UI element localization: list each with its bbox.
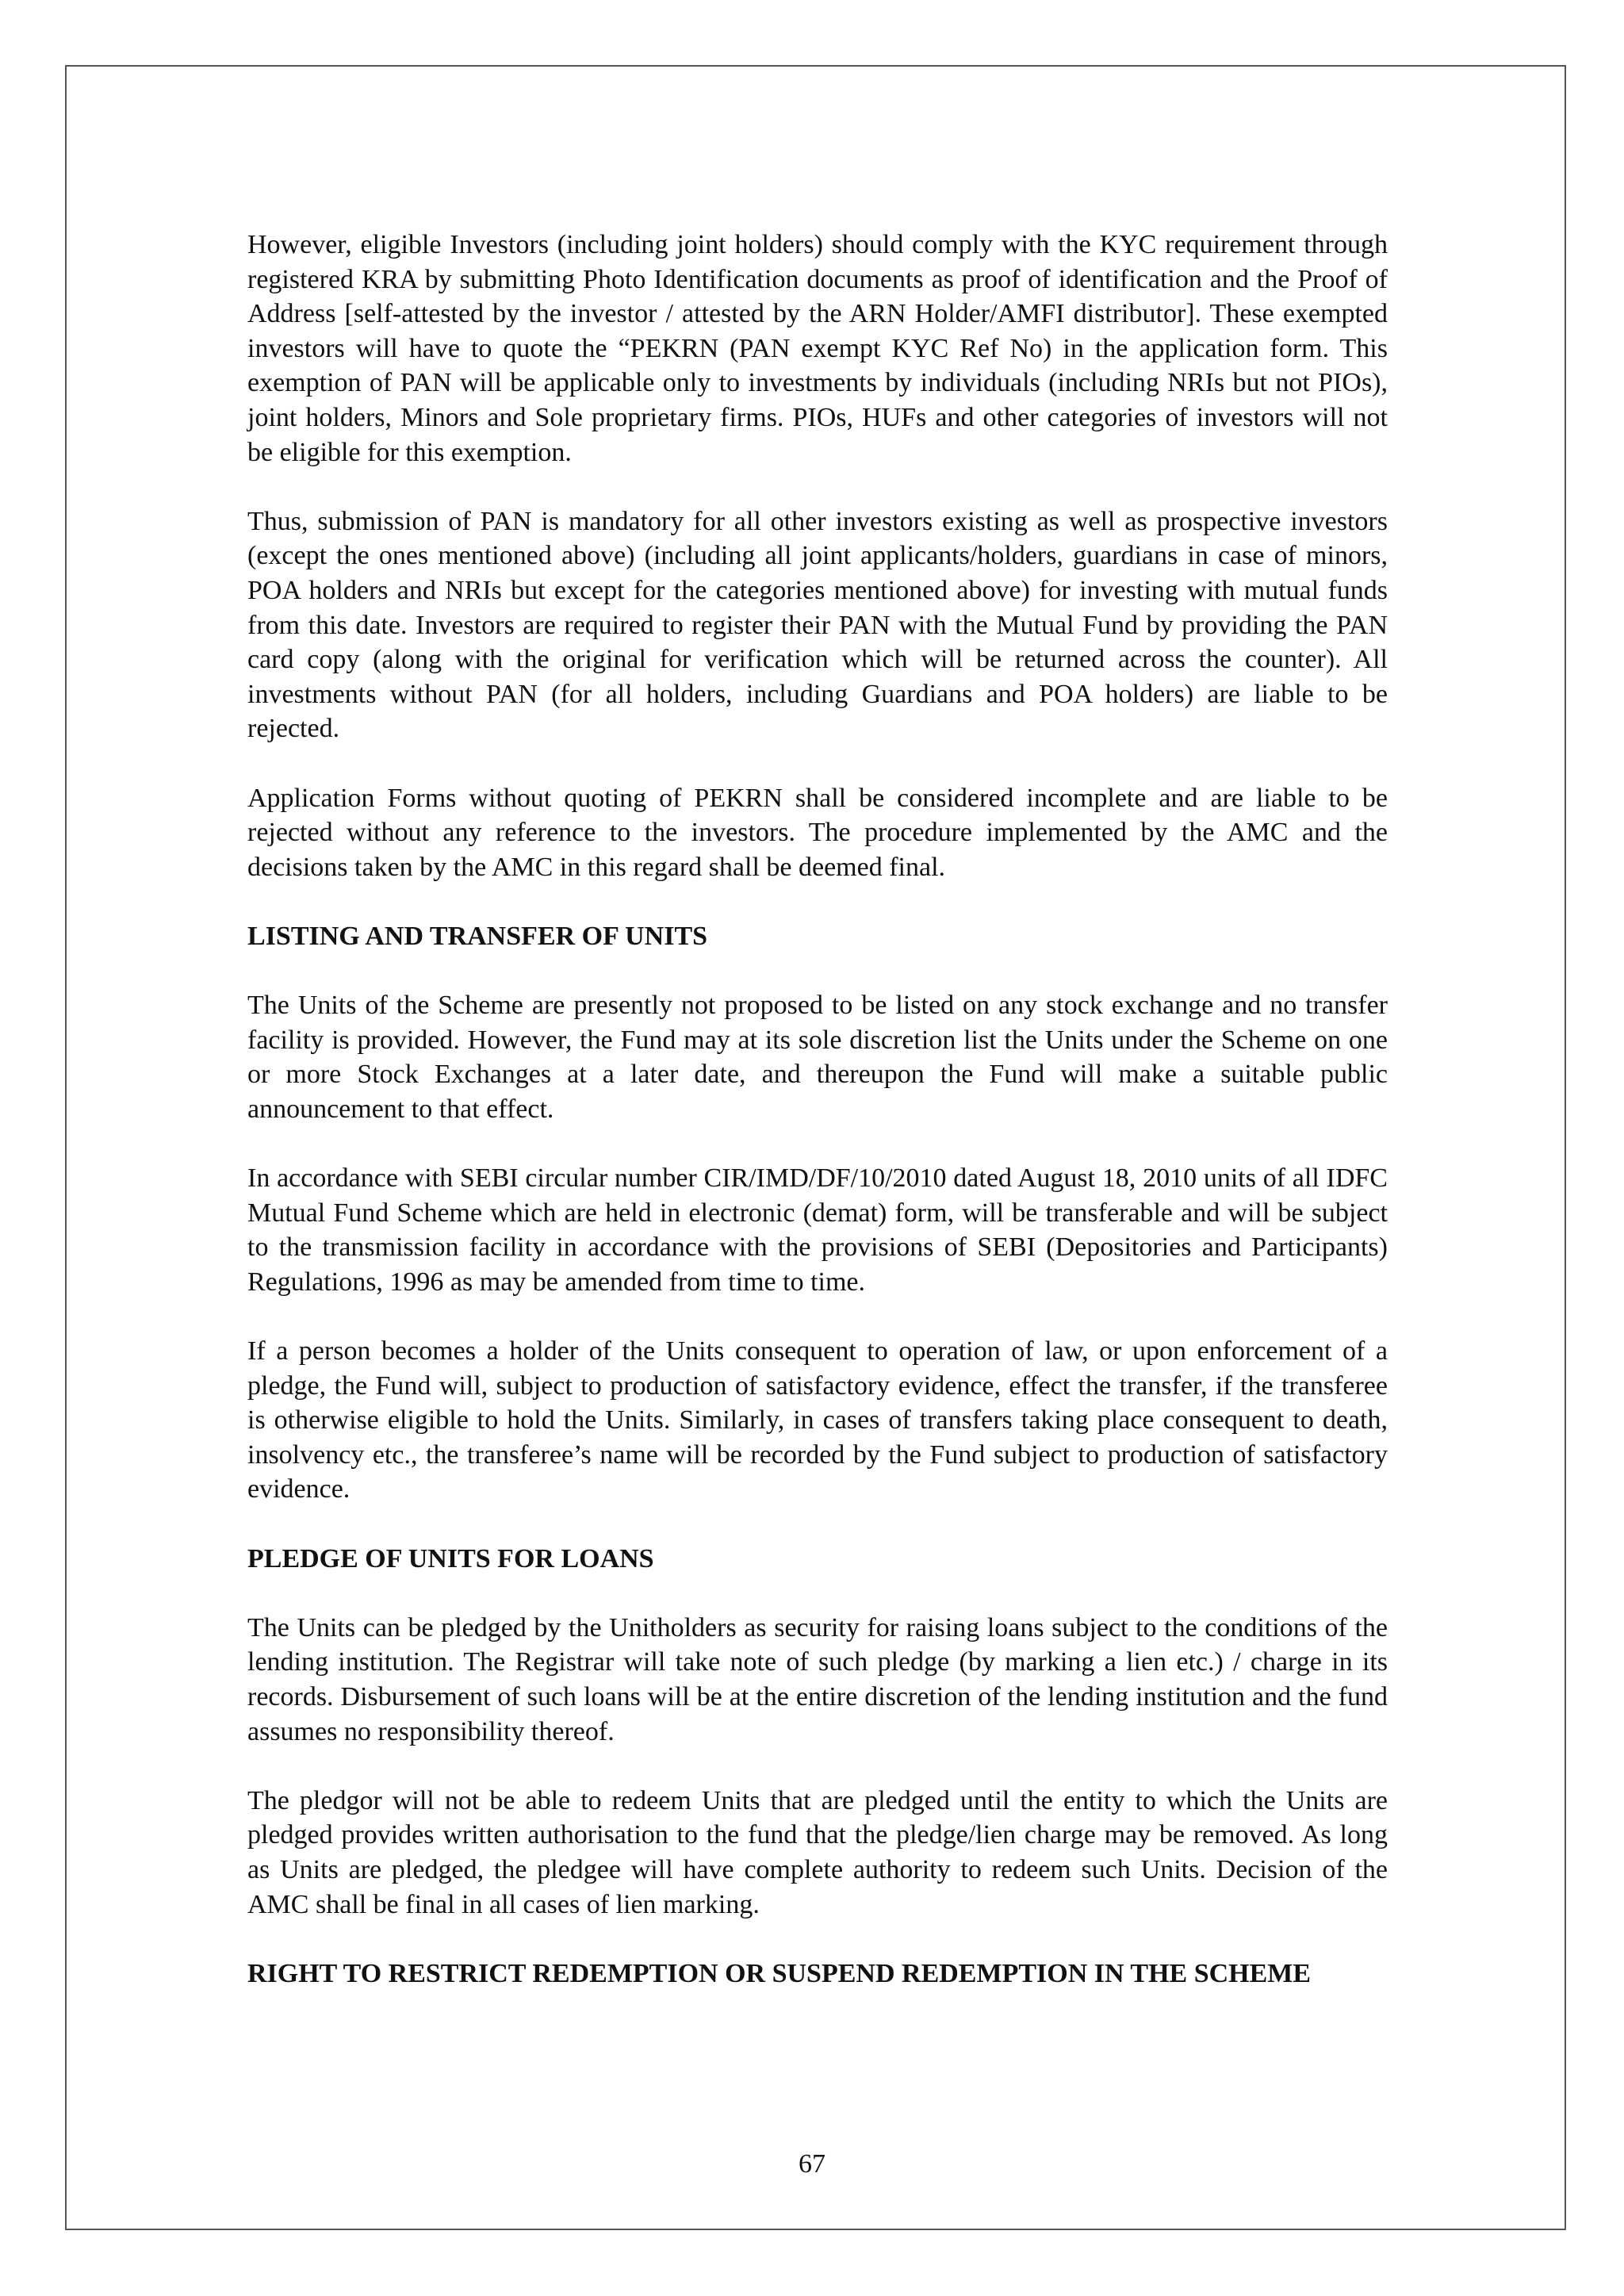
heading-listing-transfer: LISTING AND TRANSFER OF UNITS <box>247 921 708 951</box>
paragraph-listing: The Units of the Scheme are presently not proposed to be listed on any stock exchange and no transfer facility is provided. However, the Fund may at its sole discretion list the Units under the Scheme on one or more Stock Exchanges at a later date, and thereupon the Fund will make a suitable public announcement to that effect. <box>247 991 1388 1124</box>
paragraph-pan-exemption-kyc: However, eligible Investors (including joint holders) should comply with the KYC requirement through registered KRA by submitting Photo Identification documents as proof of identification and the Proof of Address [self-attested by the investor / attested by the ARN Holder/AMFI distributor]. These exempted investors will have to quote the “PEKRN (PAN exempt KYC Ref No) in the application form. This exemption of PAN will be applicable only to investments by individuals (including NRIs but not PIOs), joint holders, Minors and Sole proprietary firms. PIOs, HUFs and other categories of investors will not be eligible for this exemption. <box>247 230 1388 467</box>
paragraph-pledgor: The pledgor will not be able to redeem Units that are pledged until the entity to which the Units are pledged provides written authorisation to the fund that the pledge/lien charge may be removed. As long as Units are pledged, the pledgee will have complete authority to redeem such Units. Decision of the AMC shall be final in all cases of lien marking. <box>247 1785 1388 1919</box>
heading-pledge-units: PLEDGE OF UNITS FOR LOANS <box>247 1543 654 1573</box>
paragraph-pekrn-forms: Application Forms without quoting of PEKRN shall be considered incomplete and are liable to be rejected without any reference to the investors. The procedure implemented by the AMC and the decisions taken by the AMC in this regard shall be deemed final. <box>247 783 1388 882</box>
page-number: 67 <box>799 2149 825 2179</box>
document-body <box>247 228 1388 2026</box>
heading-restrict-redemption: RIGHT TO RESTRICT REDEMPTION OR SUSPEND REDEMPTION IN THE SCHEME <box>247 1958 1312 1988</box>
paragraph-pan-mandatory: Thus, submission of PAN is mandatory for all other investors existing as well as prospective investors (except the ones mentioned above) (including all joint applicants/holders, guardians in case of minors, POA holders and NRIs but except for the categories mentioned above) for investing with mutual funds from this date. Investors are required to register their PAN with the Mutual Fund by providing the PAN card copy (along with the original for verification which will be returned across the counter). All investments without PAN (for all holders, including Guardians and POA holders) are liable to be rejected. <box>247 506 1388 744</box>
paragraph-pledge-loans: The Units can be pledged by the Unitholders as security for raising loans subject to the conditions of the lending institution. The Registrar will take note of such pledge (by marking a lien etc.) / charge in its records. Disbursement of such loans will be at the entire discretion of the lending institution and the fund assumes no responsibility thereof. <box>247 1612 1388 1746</box>
paragraph-sebi-circular: In accordance with SEBI circular number CIR/IMD/DF/10/2010 dated August 18, 2010 units of all IDFC Mutual Fund Scheme which are held in electronic (demat) form, will be transferable and will be subject to the transmission facility in accordance with the provisions of SEBI (Depositories and Participants) Regulations, 1996 as may be amended from time to time. <box>247 1163 1388 1297</box>
paragraph-transmission: If a person becomes a holder of the Units consequent to operation of law, or upon enforcement of a pledge, the Fund will, subject to production of satisfactory evidence, effect the transfer, if the transferee is otherwise eligible to hold the Units. Similarly, in cases of transfers taking place consequent to death, insolvency etc., the transferee’s name will be recorded by the Fund subject to production of satisfactory evidence. <box>247 1336 1388 1504</box>
